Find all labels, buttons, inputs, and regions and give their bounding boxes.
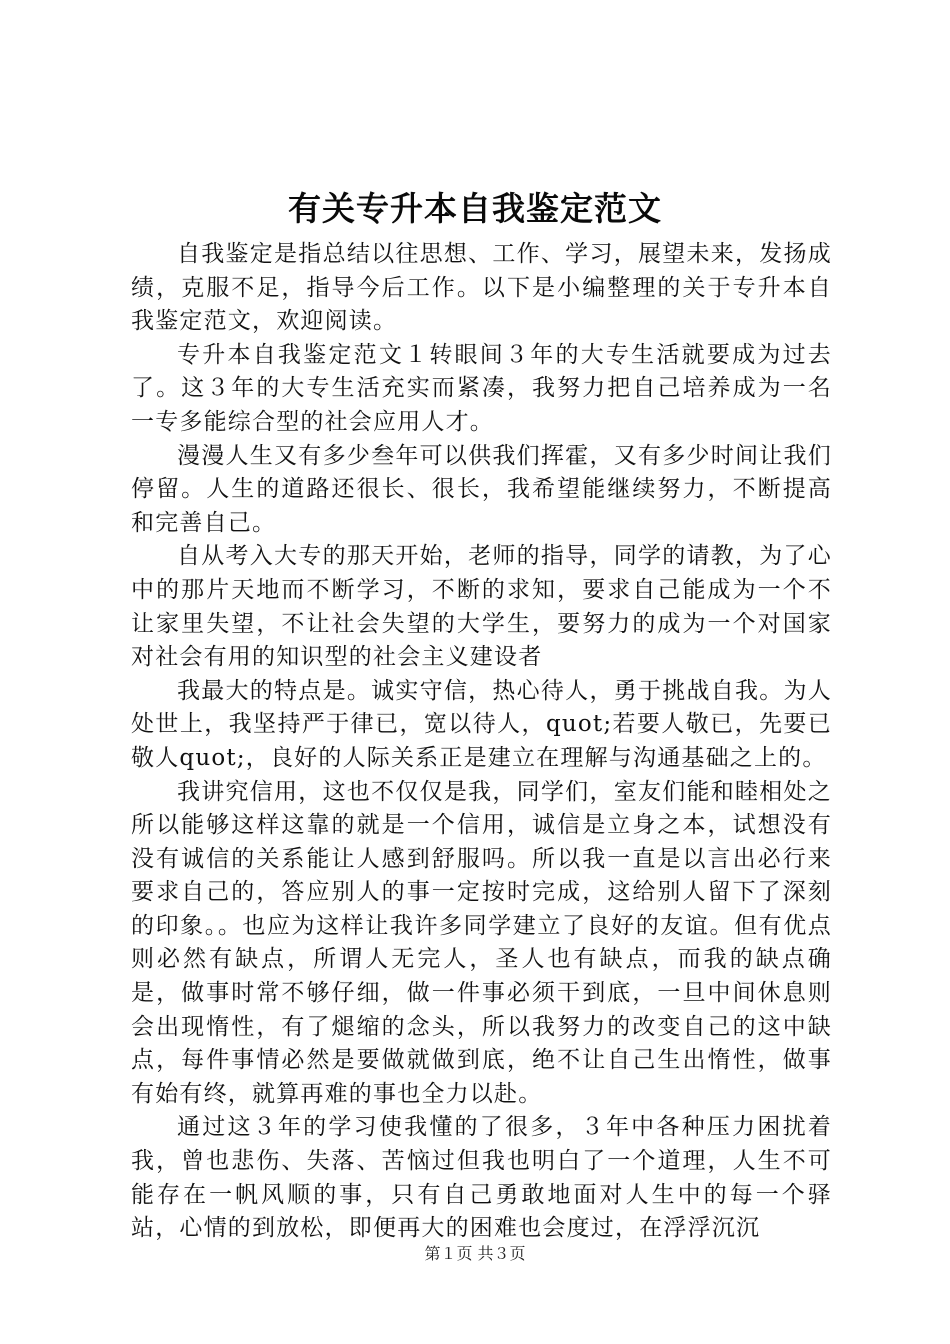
paragraph-life: 漫漫人生又有多少叁年可以供我们挥霍，又有多少时间让我们停留。人生的道路还很长、很长，我希望能继续努力，不断提高和完善自己。 — [131, 442, 832, 536]
paragraph-credit: 我讲究信用，这也不仅仅是我，同学们，室友们能和睦相处之所以能够这样这靠的就是一个信用，诚信是立身之本，试想没有没有诚信的关系能让人感到舒服吗。所以我一直是以言出必行来要求自己的，答应别人的事一定按时完成，这给别人留下了深刻的印象。。也应为这样让我许多同学建立了良好的友谊。但有优点则必然有缺点，所谓人无完人，圣人也有缺点，而我的缺点确是，做事时常不够仔细，做一件事必须干到底，一旦中间休息则会出现惰性，有了煺缩的念头，所以我努力的改变自己的这中缺点，每件事情必然是要做就做到底，绝不让自己生出惰性，做事有始有终，就算再难的事也全力以赴。 — [131, 778, 832, 1107]
paragraph-sample-1: 专升本自我鉴定范文１转眼间３年的大专生活就要成为过去了。这３年的大专生活充实而紧凑，我努力把自己培养成为一名一专多能综合型的社会应用人才。 — [131, 341, 832, 435]
paragraph-intro: 自我鉴定是指总结以往思想、工作、学习，展望未来，发扬成绩，克服不足，指导今后工作。以下是小编整理的关于专升本自我鉴定范文，欢迎阅读。 — [131, 241, 832, 335]
document-body — [131, 238, 832, 1246]
paragraph-study: 自从考入大专的那天开始，老师的指导，同学的请教，为了心中的那片天地而不断学习，不断的求知，要求自己能成为一个不让家里失望，不让社会失望的大学生，要努力的成为一个对国家对社会有用的知识型的社会主义建设者 — [131, 543, 832, 671]
document-title: 有关专升本自我鉴定范文 — [288, 189, 662, 228]
paragraph-summary: 通过这３年的学习使我懂的了很多，３年中各种压力困扰着我，曾也悲伤、失落、苦恼过但我也明白了一个道理，人生不可能存在一帆风顺的事，只有自己勇敢地面对人生中的每一个驿站，心情的到放松，即便再大的困难也会度过，在浮浮沉沉 — [131, 1114, 832, 1242]
page-footer: 第１页 共３页 — [424, 1244, 526, 1263]
paragraph-traits: 我最大的特点是。诚实守信，热心待人，勇于挑战自我。为人处世上，我坚持严于律已，宽以待人，quot;若要人敬已，先要已敬人quot;，良好的人际关系正是建立在理解与沟通基础之上的。 — [131, 677, 832, 771]
